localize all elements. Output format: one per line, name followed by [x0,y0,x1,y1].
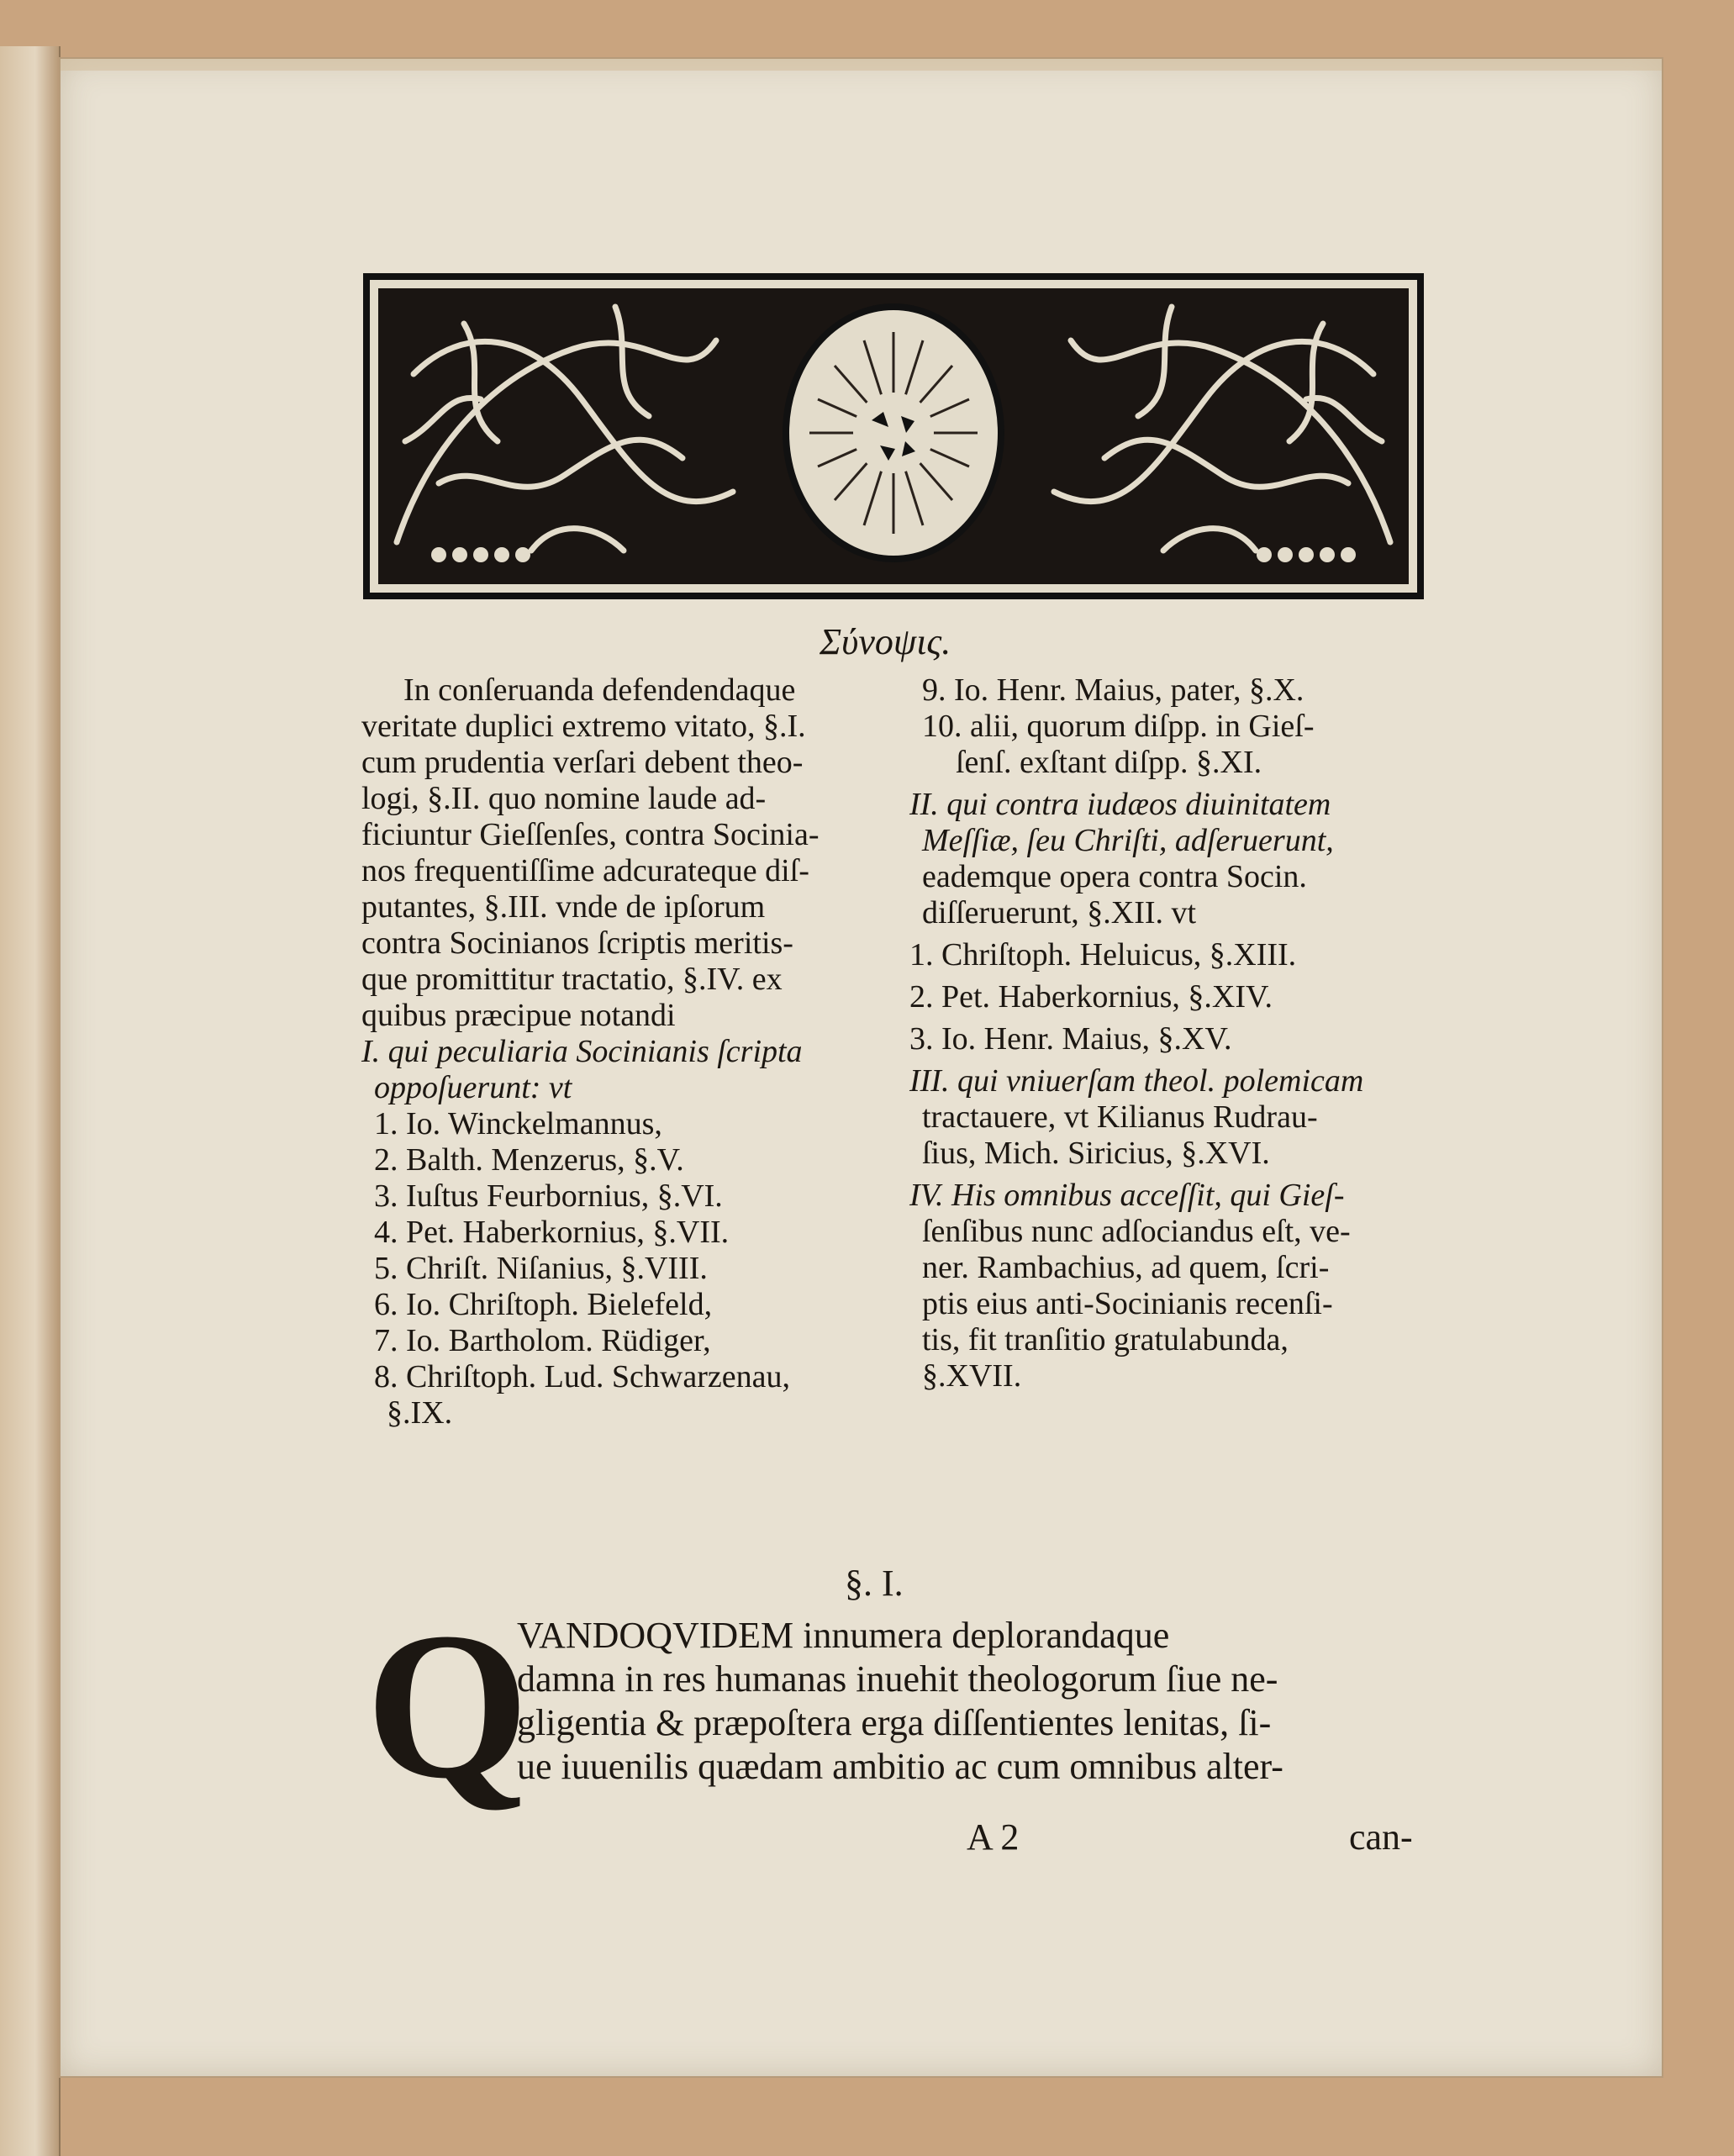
text-line: putantes, §.III. vnde de ipſorum [361,889,766,925]
list-item: 6. Io. Chriſtoph. Bielefeld, [374,1287,713,1322]
text-line: gligentia & præpoſtera erga diſſentientes lenitas, ſi- [517,1702,1272,1743]
text-line: VANDOQVIDEM innumera deplorandaque [517,1615,1170,1656]
list-item: 8. Chriſtoph. Lud. Schwarzenau, [374,1359,790,1394]
list-item: §.IX. [387,1395,453,1431]
text-line: In conſeruanda defendendaque [403,672,796,708]
facing-page-edge [0,46,61,2156]
list-item: 7. Io. Bartholom. Rüdiger, [374,1323,711,1358]
list-item: 2. Balth. Menzerus, §.V. [374,1142,684,1178]
text-line: Meſſiæ, ſeu Chriſti, adſeruerunt, [922,823,1334,858]
text-line: IV. His omnibus acceſſit, qui Gieſ- [909,1178,1345,1213]
drop-cap-initial: Q [366,1589,530,1822]
text-line: que promittitur tractatio, §.IV. ex [361,962,783,997]
text-line: I. qui peculiaria Socinianis ſcripta [361,1034,803,1069]
main-paragraph [517,1614,1433,1789]
text-line: ner. Rambachius, ad quem, ſcri- [922,1250,1330,1285]
list-item: 10. alii, quorum diſpp. in Gieſ- [922,709,1315,744]
list-item: 4. Pet. Haberkornius, §.VII. [374,1215,730,1250]
list-item: 9. Io. Henr. Maius, pater, §.X. [922,672,1304,708]
text-line: ue iuuenilis quædam ambitio ac cum omnibus alter- [517,1746,1283,1787]
list-item: 2. Pet. Haberkornius, §.XIV. [909,979,1273,1015]
synopsis-heading: Σύνοψις. [820,621,951,662]
text-line: damna in res humanas inuehit theologorum ſiue ne- [517,1658,1278,1700]
text-line: veritate duplici extremo vitato, §.I. [361,709,806,744]
text-line: nos frequentiſſime adcurateque diſ- [361,853,809,888]
text-line: oppoſuerunt: vt [374,1070,572,1105]
synopsis-left-column [361,672,899,1431]
text-line: diſſeruerunt, §.XII. vt [922,895,1197,930]
list-item: 3. Iuſtus Feurbornius, §.VI. [374,1178,723,1214]
section-heading: §. I. [845,1563,904,1604]
list-item: 1. Io. Winckelmannus, [374,1106,662,1141]
text-line: II. qui contra iudæos diuinitatem [909,787,1331,822]
signature-mark: A 2 [967,1816,1020,1858]
synopsis-right-column [909,672,1431,1394]
list-item: 3. Io. Henr. Maius, §.XV. [909,1021,1232,1057]
text-line: ptis eius anti-Socinianis recenſi- [922,1286,1333,1321]
text-line: quibus præcipue notandi [361,998,676,1033]
text-line: tis, fit tranſitio gratulabunda, [922,1322,1289,1357]
text-line: contra Socinianos ſcriptis meritis- [361,925,793,961]
text-line: ficiuntur Gieſſenſes, contra Socinia- [361,817,820,852]
text-line: III. qui vniuerſam theol. polemicam [909,1063,1364,1099]
catchword: can- [1349,1816,1413,1858]
text-line: tractauere, vt Kilianus Rudrau- [922,1099,1318,1135]
woodcut-headpiece [363,273,1424,599]
list-item: 5. Chriſt. Niſanius, §.VIII. [374,1251,708,1286]
text-line: cum prudentia verſari debent theo- [361,745,804,780]
text-line: eademque opera contra Socin. [922,859,1307,894]
list-item: 1. Chriſtoph. Heluicus, §.XIII. [909,937,1297,973]
text-line: ſenſ. exſtant diſpp. §.XI. [956,745,1262,780]
text-line: ſenſibus nunc adſociandus eſt, ve- [922,1214,1351,1249]
text-line: ſius, Mich. Siricius, §.XVI. [922,1136,1270,1171]
text-line: §.XVII. [922,1358,1022,1394]
text-line: logi, §.II. quo nomine laude ad- [361,781,767,816]
